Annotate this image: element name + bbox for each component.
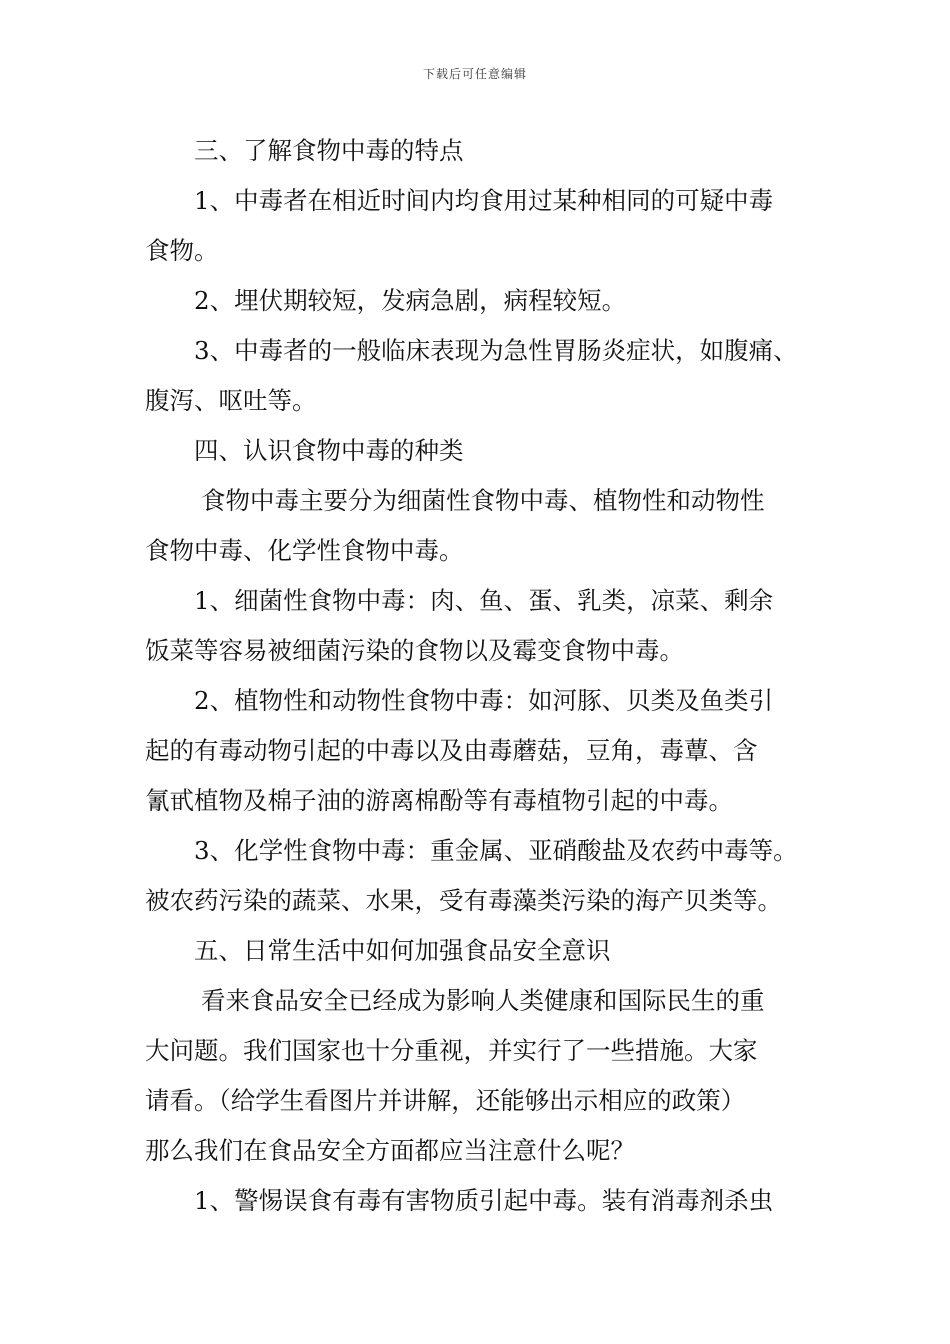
text-line: 3、化学性食物中毒：重金属、亚硝酸盐及农药中毒等。 [194,836,798,865]
text-line: 食物。 [145,236,219,265]
document-body [145,126,815,1226]
text-line: 起的有毒动物引起的中毒以及由毒蘑菇，豆角，毒蕈、含 [145,736,758,765]
text-line: 五、日常生活中如何加强食品安全意识 [194,936,611,965]
text-line: 腹泻、呕吐等。 [145,386,317,415]
text-line: 2、植物性和动物性食物中毒：如河豚、贝类及鱼类引 [194,686,774,715]
text-line: 食物中毒、化学性食物中毒。 [145,536,464,565]
text-line: 被农药污染的蔬菜、水果，受有毒藻类污染的海产贝类等。 [145,886,782,915]
text-line: 看来食品安全已经成为影响人类健康和国际民生的重 [201,986,765,1015]
text-line: 请看。（给学生看图片并讲解，还能够出示相应的政策） [145,1086,746,1115]
text-line: 1、中毒者在相近时间内均食用过某种相同的可疑中毒 [194,186,774,215]
page-header: 下载后可任意编辑 [422,67,527,81]
text-line: 四、认识食物中毒的种类 [194,436,464,465]
text-line: 饭菜等容易被细菌污染的食物以及霉变食物中毒。 [145,636,684,665]
text-line: 3、中毒者的一般临床表现为急性胃肠炎症状，如腹痛、 [194,336,798,365]
text-line: 2、埋伏期较短，发病急剧，病程较短。 [194,286,627,315]
text-line: 氰甙植物及棉子油的游离棉酚等有毒植物引起的中毒。 [145,786,733,815]
text-line: 三、了解食物中毒的特点 [194,136,464,165]
text-line: 食物中毒主要分为细菌性食物中毒、植物性和动物性 [201,486,765,515]
text-line: 1、警惕误食有毒有害物质引起中毒。装有消毒剂杀虫 [194,1186,774,1215]
text-line: 那么我们在食品安全方面都应当注意什么呢？ [145,1136,635,1165]
text-line: 1、细菌性食物中毒：肉、鱼、蛋、乳类，凉菜、剩余 [194,586,774,615]
text-line: 大问题。我们国家也十分重视，并实行了一些措施。大家 [145,1036,758,1065]
